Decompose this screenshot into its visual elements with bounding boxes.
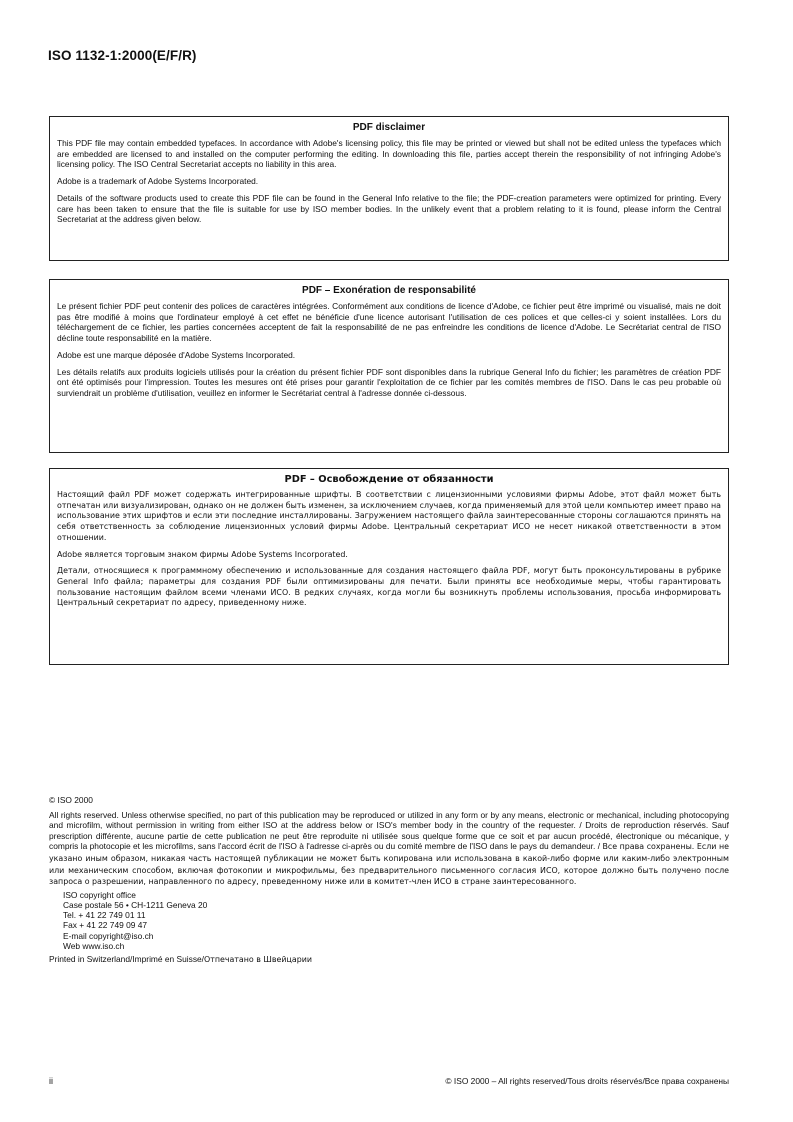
- disclaimer-box-ru: [49, 468, 729, 665]
- copyright-notice: [49, 810, 729, 888]
- copyright-notice-en-fr: All rights reserved. Unless otherwise specified, no part of this publication may be reproduced or utilized in any form or by any means, electronic or mechanical, including photocopying and microfilm, without permission in writing from either ISO at the address below or ISO's member body in the country of the requester. / Droits de reproduction réservés. Sauf prescription différente, aucune partie de cette publication ne peut être reproduite ni utilisée sous quelque forme que ce soit et par aucun procédé, électronique ou mécanique, y compris la photocopie et les microfilms, sans l'accord écrit de l'ISO à l'adresse ci-après ou du comité membre de l'ISO dans le pays du demandeur. /: [49, 809, 729, 852]
- email: E-mail copyright@iso.ch: [63, 930, 154, 941]
- fax: Fax + 41 22 749 09 47: [63, 920, 148, 931]
- document-id: ISO 1132-1:2000(E/F/R): [48, 48, 197, 63]
- footer-rights: © ISO 2000 – All rights reserved/Tous droits réservés/Все права сохранены: [445, 1076, 729, 1086]
- office-name: ISO copyright office: [63, 889, 136, 900]
- disclaimer-paragraph: Adobe is a trademark of Adobe Systems Incorporated.: [57, 176, 259, 187]
- copyright-section: [49, 795, 729, 966]
- disclaimer-paragraph: Детали, относящиеся к программному обеспечению и использованные для создания настоящего файла PDF, могут быть проконсультированы в рубрике General Info файла; параметры для создания PDF были оптимизированы для печати. Были приняты все необходимые меры, чтобы гарантировать пользование настоящим файлом всеми членами ИСО. В редких случаях, когда могли бы возникнуть проблемы использования, просьба информировать Центральный секретариат по адресу, приведенному ниже.: [57, 566, 721, 608]
- disclaimer-title-en: PDF disclaimer: [352, 122, 426, 133]
- disclaimer-title-fr: PDF – Exonération de responsabilité: [302, 285, 476, 296]
- telephone: Tel. + 41 22 749 01 11: [63, 910, 146, 921]
- disclaimer-box-fr: [49, 279, 729, 453]
- disclaimer-paragraph: Details of the software products used to create this PDF file can be found in the General Info relative to the file; the PDF-creation parameters were optimized for printing. Every care has been taken to ensure that the file is suitable for use by ISO member bodies. In the unlikely event that a problem relating to it is found, please inform the Central Secretariat at the address given below.: [57, 192, 721, 225]
- disclaimer-paragraph: Adobe является торговым знаком фирмы Adobe Systems Incorporated.: [57, 549, 348, 559]
- postal-address: Case postale 56 • CH-1211 Geneva 20: [63, 899, 208, 910]
- disclaimer-paragraph: Le présent fichier PDF peut contenir des polices de caractères intégrées. Conformément aux conditions de licence d'Adobe, ce fichier peut être imprimé ou visualisé, mais ne doit pas être modifié à moins que l'ordinateur employé à cet effet ne bénéficie d'une licence autorisant l'utilisation de ces polices et que celles-ci y soient installées. Lors du téléchargement de ce fichier, les parties concernées acceptent de fait la responsabilité de ne pas enfreindre les conditions de licence d'Adobe. Le Secrétariat central de l'ISO décline toute responsabilité en la matière.: [57, 301, 721, 344]
- copyright-notice-ru: Все права сохранены. Если не указано иным образом, никакая часть настоящей публикации не может быть копирована или использована в какой-либо форме или каким-либо электронным или механическим способом, включая фотокопии и микрофильмы, без предварительного письменного согласия ИСО, которое должно быть получено после запроса о разрешении, направленного по адресу, преведенному ниже или в комитет-член ИСО в стране заинтересованного.: [49, 842, 729, 887]
- disclaimer-paragraph: Les détails relatifs aux produits logiciels utilisés pour la création du présent fichier PDF sont disponibles dans la rubrique General Info du fichier; les paramètres de création PDF ont été optimisés pour l'impression. Toutes les mesures ont été prises pour garantir l'exploitation de ce fichier par les comités membres de l'ISO. Dans le cas peu probable où surviendrait un problème d'utilisation, veuillez en informer le Secrétariat central à l'adresse donnée ci-dessous.: [57, 366, 721, 398]
- printed-in: [49, 954, 729, 966]
- disclaimer-title-ru: PDF – Освобождение от обязанности: [284, 474, 494, 485]
- page-number: ii: [49, 1076, 53, 1086]
- printed-in-ru: Отпечатано в Швейцарии: [204, 954, 312, 964]
- printed-in-en-fr: Printed in Switzerland/Imprimé en Suisse/: [49, 953, 205, 964]
- disclaimer-paragraph: Настоящий файл PDF может содержать интегрированные шрифты. В соответствии с лицензионными условиями фирмы Adobe, этот файл может быть отпечатан или визуализирован, однако он не должен быть изменен, за исключением случаев, когда применяемый для этой цели компьютер имеет право на использование этих шрифтов и если эти последние инсталлированы. Загружением настоящего файла заинтересованные стороны соглашаются принять на себя ответственность за соблюдение лицензионных условий фирмы Adobe. Центральный секретариат ИСО не несет никакой ответственности в этом отношении.: [57, 490, 721, 542]
- disclaimer-box-en: [49, 116, 729, 261]
- disclaimer-paragraph: This PDF file may contain embedded typefaces. In accordance with Adobe's licensing policy, this file may be printed or viewed but shall not be edited unless the typefaces which are embedded are licensed to and installed on the computer performing the editing. In downloading this file, parties accept therein the responsibility of not infringing Adobe's licensing policy. The ISO Central Secretariat accepts no liability in this area.: [57, 138, 721, 170]
- copyright-line: © ISO 2000: [49, 795, 93, 805]
- copyright-office-address: [63, 890, 729, 951]
- website: Web www.iso.ch: [63, 940, 125, 951]
- disclaimer-paragraph: Adobe est une marque déposée d'Adobe Systems Incorporated.: [57, 349, 296, 360]
